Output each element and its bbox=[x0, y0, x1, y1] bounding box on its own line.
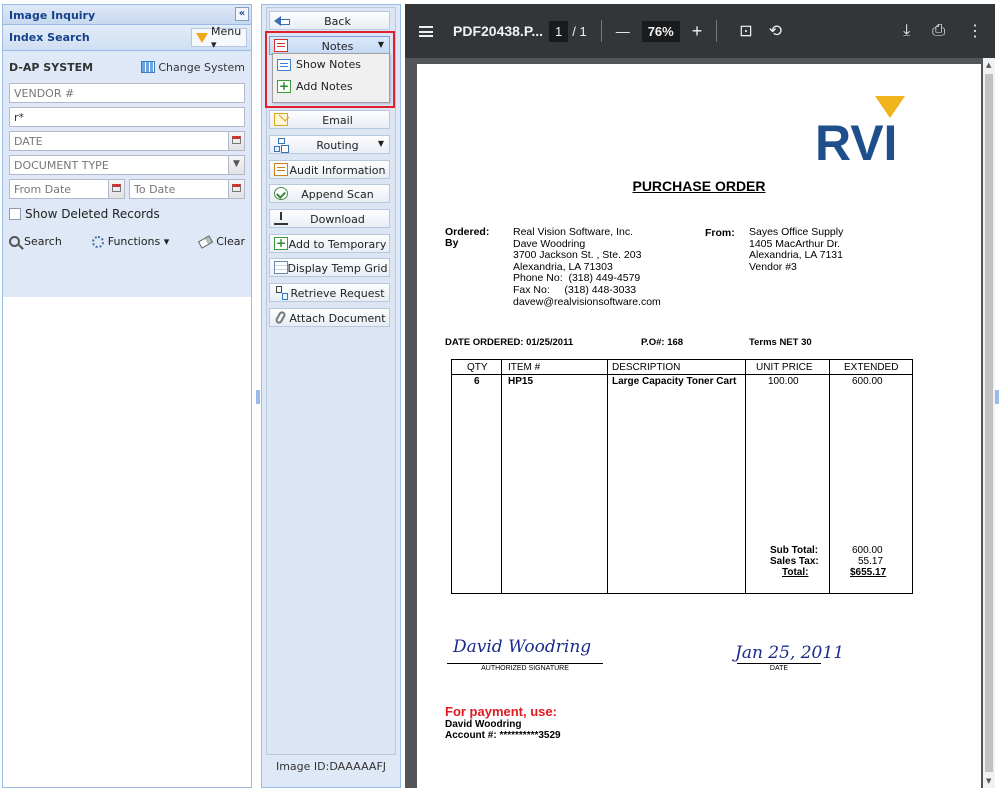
vendor-line: Alexandria, LA 7131 bbox=[749, 249, 843, 262]
show-notes-label: Show Notes bbox=[296, 58, 361, 71]
payment-account: Account #: **********3529 bbox=[445, 730, 561, 741]
table-cell: HP15 bbox=[508, 376, 534, 387]
date-line bbox=[737, 663, 821, 664]
add-to-temporary-button[interactable] bbox=[269, 234, 390, 253]
from-date-input[interactable] bbox=[9, 179, 125, 199]
name-search-value: r* bbox=[14, 111, 25, 124]
clear-button[interactable] bbox=[199, 235, 245, 248]
download-icon[interactable]: ⤓ bbox=[903, 22, 911, 39]
collapse-panel-button[interactable]: « bbox=[235, 7, 249, 21]
from-address bbox=[749, 227, 843, 273]
document-toolbar bbox=[261, 4, 401, 788]
pdf-file-title: PDF20438.P... bbox=[453, 23, 544, 39]
image-id: Image ID:DAAAAAFJ bbox=[275, 760, 387, 773]
payment-heading: For payment, use: bbox=[445, 704, 557, 719]
date-range-row bbox=[9, 179, 245, 203]
address-line: 3700 Jackson St. , Ste. 203 bbox=[513, 249, 642, 262]
menu-button[interactable] bbox=[191, 24, 247, 51]
line-items-table bbox=[451, 359, 913, 594]
total-label: Total: bbox=[782, 567, 809, 578]
display-temp-grid-button[interactable] bbox=[269, 258, 390, 277]
system-row bbox=[9, 51, 245, 83]
vendor-placeholder: VENDOR # bbox=[14, 87, 75, 100]
more-options-icon[interactable]: ⋮ bbox=[967, 23, 983, 40]
page-total: / 1 bbox=[572, 23, 587, 39]
address-line: Real Vision Software, Inc. bbox=[513, 226, 634, 238]
pdf-scrollbar[interactable] bbox=[983, 58, 995, 788]
signature-line bbox=[447, 663, 603, 664]
table-header-cell: ITEM # bbox=[508, 362, 541, 373]
chevron-down-icon: ▼ bbox=[377, 40, 384, 49]
ordered-label: Ordered: bbox=[445, 226, 490, 238]
table-header-cell: QTY bbox=[467, 362, 488, 373]
pdf-page bbox=[417, 64, 981, 788]
back-button[interactable] bbox=[269, 11, 390, 30]
chevron-down-icon[interactable]: ▼ bbox=[228, 156, 244, 174]
attach-document-button[interactable] bbox=[269, 308, 390, 327]
zoom-in-button[interactable]: + bbox=[691, 20, 703, 41]
add-notes-icon: + bbox=[278, 79, 290, 93]
fit-page-icon[interactable]: ⊡ bbox=[739, 23, 753, 40]
left-splitter-handle[interactable] bbox=[256, 390, 260, 404]
email-button[interactable] bbox=[269, 110, 390, 129]
total-value: $655.17 bbox=[850, 567, 887, 578]
vendor-line: 1405 MacArthur Dr. bbox=[749, 237, 841, 250]
display-temp-label: Display Temp Grid bbox=[287, 262, 388, 275]
table-cell: 6 bbox=[474, 376, 480, 387]
add-notes-menu-item[interactable] bbox=[273, 76, 389, 97]
vendor-line: Vendor #3 bbox=[749, 260, 797, 273]
page-number-input[interactable]: 1 bbox=[549, 21, 568, 42]
right-splitter-handle[interactable] bbox=[995, 390, 999, 404]
grid-icon bbox=[141, 61, 155, 73]
address-line: Dave Woodring bbox=[513, 237, 586, 250]
pdf-toolbar bbox=[405, 4, 995, 58]
index-search-header bbox=[3, 25, 251, 51]
ordered-by-address bbox=[513, 227, 661, 308]
append-scan-button[interactable] bbox=[269, 184, 390, 203]
date-caption: DATE bbox=[769, 665, 789, 672]
audit-label: Audit Information bbox=[289, 164, 386, 177]
add-notes-label: Add Notes bbox=[296, 80, 353, 93]
filter-icon bbox=[196, 33, 208, 43]
subtotal-label: Sub Total: bbox=[770, 545, 819, 556]
scrollbar-thumb[interactable] bbox=[985, 74, 993, 772]
retrieve-request-button[interactable] bbox=[269, 283, 390, 302]
show-deleted-row bbox=[9, 207, 245, 221]
scroll-up-icon[interactable]: ▲ bbox=[986, 61, 992, 69]
routing-chevron-down-icon: ▼ bbox=[377, 139, 384, 148]
routing-button[interactable] bbox=[269, 135, 390, 154]
attach-label: Attach Document bbox=[289, 312, 386, 325]
document-type-placeholder: DOCUMENT TYPE bbox=[14, 159, 109, 172]
signature-date: Jan 25, 2011 bbox=[735, 643, 845, 663]
scroll-down-icon[interactable]: ▼ bbox=[986, 777, 992, 785]
payment-name: David Woodring bbox=[445, 719, 522, 730]
document-type-select[interactable] bbox=[9, 155, 245, 175]
routing-label: Routing bbox=[316, 139, 359, 152]
signature-caption: AUTHORIZED SIGNATURE bbox=[481, 665, 569, 672]
change-system-link[interactable] bbox=[141, 61, 245, 74]
po-number: P.O#: 168 bbox=[641, 337, 684, 348]
table-header-cell: EXTENDED bbox=[844, 362, 899, 373]
to-date-input[interactable] bbox=[129, 179, 245, 199]
address-line: Alexandria, LA 71303 bbox=[513, 260, 613, 273]
index-search-form bbox=[3, 51, 251, 297]
address-line: Fax No: (318) 448-3033 bbox=[513, 283, 637, 296]
sales-tax-value: 55.17 bbox=[858, 556, 884, 567]
show-notes-menu-item[interactable] bbox=[273, 54, 389, 75]
from-calendar-icon[interactable] bbox=[108, 180, 124, 198]
date-input[interactable] bbox=[9, 131, 245, 151]
toolbar-divider-2 bbox=[716, 20, 717, 42]
date-placeholder: DATE bbox=[14, 135, 43, 148]
show-deleted-checkbox[interactable] bbox=[9, 208, 21, 220]
table-header-cell: UNIT PRICE bbox=[756, 362, 813, 373]
download-label: Download bbox=[310, 213, 365, 226]
email-label: Email bbox=[322, 114, 353, 127]
ordered-by-label bbox=[445, 227, 489, 249]
eraser-icon bbox=[198, 235, 213, 248]
add-temp-label: Add to Temporary bbox=[288, 238, 387, 251]
image-inquiry-header bbox=[3, 5, 251, 25]
append-scan-label: Append Scan bbox=[301, 188, 374, 201]
by-label: By bbox=[445, 237, 459, 249]
pdf-viewer bbox=[405, 4, 995, 788]
vendor-line: Sayes Office Supply bbox=[749, 226, 844, 238]
search-label: Search bbox=[24, 235, 62, 248]
functions-label: Functions ▾ bbox=[107, 235, 170, 248]
name-search-input[interactable] bbox=[9, 107, 245, 127]
subtotal-value: 600.00 bbox=[852, 545, 883, 556]
search-actions bbox=[9, 235, 245, 248]
zoom-out-button[interactable]: — bbox=[615, 23, 630, 39]
table-cell: Large Capacity Toner Cart bbox=[612, 376, 737, 387]
rvi-logo bbox=[813, 94, 927, 164]
search-button[interactable] bbox=[9, 235, 62, 248]
to-date-placeholder: To Date bbox=[134, 183, 176, 196]
calendar-icon[interactable] bbox=[228, 132, 244, 150]
notes-label: Notes bbox=[321, 40, 354, 53]
date-ordered: DATE ORDERED: 01/25/2011 bbox=[445, 337, 574, 348]
table-cell: 600.00 bbox=[852, 376, 883, 387]
terms: Terms NET 30 bbox=[749, 337, 812, 348]
from-label: From: bbox=[705, 227, 735, 239]
functions-button[interactable] bbox=[92, 235, 170, 248]
table-cell: 100.00 bbox=[768, 376, 799, 387]
table-header-cell: DESCRIPTION bbox=[612, 362, 681, 373]
toolbar-divider bbox=[601, 20, 602, 42]
audit-information-button[interactable] bbox=[269, 160, 390, 179]
logo-text: RVI bbox=[815, 115, 898, 164]
from-date-placeholder: From Date bbox=[14, 183, 72, 196]
zoom-input[interactable]: 76% bbox=[642, 21, 680, 42]
notes-dropdown-menu bbox=[272, 53, 390, 103]
address-line: Phone No: (318) 449-4579 bbox=[513, 272, 641, 285]
to-calendar-icon[interactable] bbox=[228, 180, 244, 198]
image-inquiry-title: Image Inquiry bbox=[9, 9, 96, 22]
plus-icon: + bbox=[275, 236, 287, 250]
search-icon bbox=[9, 236, 20, 247]
payment-info bbox=[445, 704, 561, 741]
back-label: Back bbox=[324, 15, 351, 28]
menu-button-label: Menu ▾ bbox=[211, 24, 242, 51]
show-deleted-label: Show Deleted Records bbox=[25, 207, 160, 221]
download-button[interactable] bbox=[269, 209, 390, 228]
show-notes-icon bbox=[277, 59, 291, 71]
address-line: davew@realvisionsoftware.com bbox=[513, 295, 661, 308]
gear-icon bbox=[92, 236, 104, 248]
vendor-input[interactable] bbox=[9, 83, 245, 103]
menu-icon[interactable] bbox=[419, 26, 433, 37]
authorized-signature: David Woodring bbox=[453, 637, 592, 657]
clear-label: Clear bbox=[216, 235, 245, 248]
image-inquiry-panel bbox=[2, 4, 252, 788]
pdf-toolbar-right bbox=[903, 21, 983, 41]
rotate-icon[interactable]: ⟲ bbox=[768, 23, 783, 40]
print-icon[interactable]: ⎙ bbox=[932, 22, 945, 39]
system-name: D-AP SYSTEM bbox=[9, 60, 94, 74]
document-title: PURCHASE ORDER bbox=[632, 178, 766, 194]
index-search-title: Index Search bbox=[9, 31, 90, 44]
sales-tax-label: Sales Tax: bbox=[770, 556, 819, 567]
change-system-label: Change System bbox=[158, 60, 245, 74]
retrieve-label: Retrieve Request bbox=[290, 287, 385, 300]
